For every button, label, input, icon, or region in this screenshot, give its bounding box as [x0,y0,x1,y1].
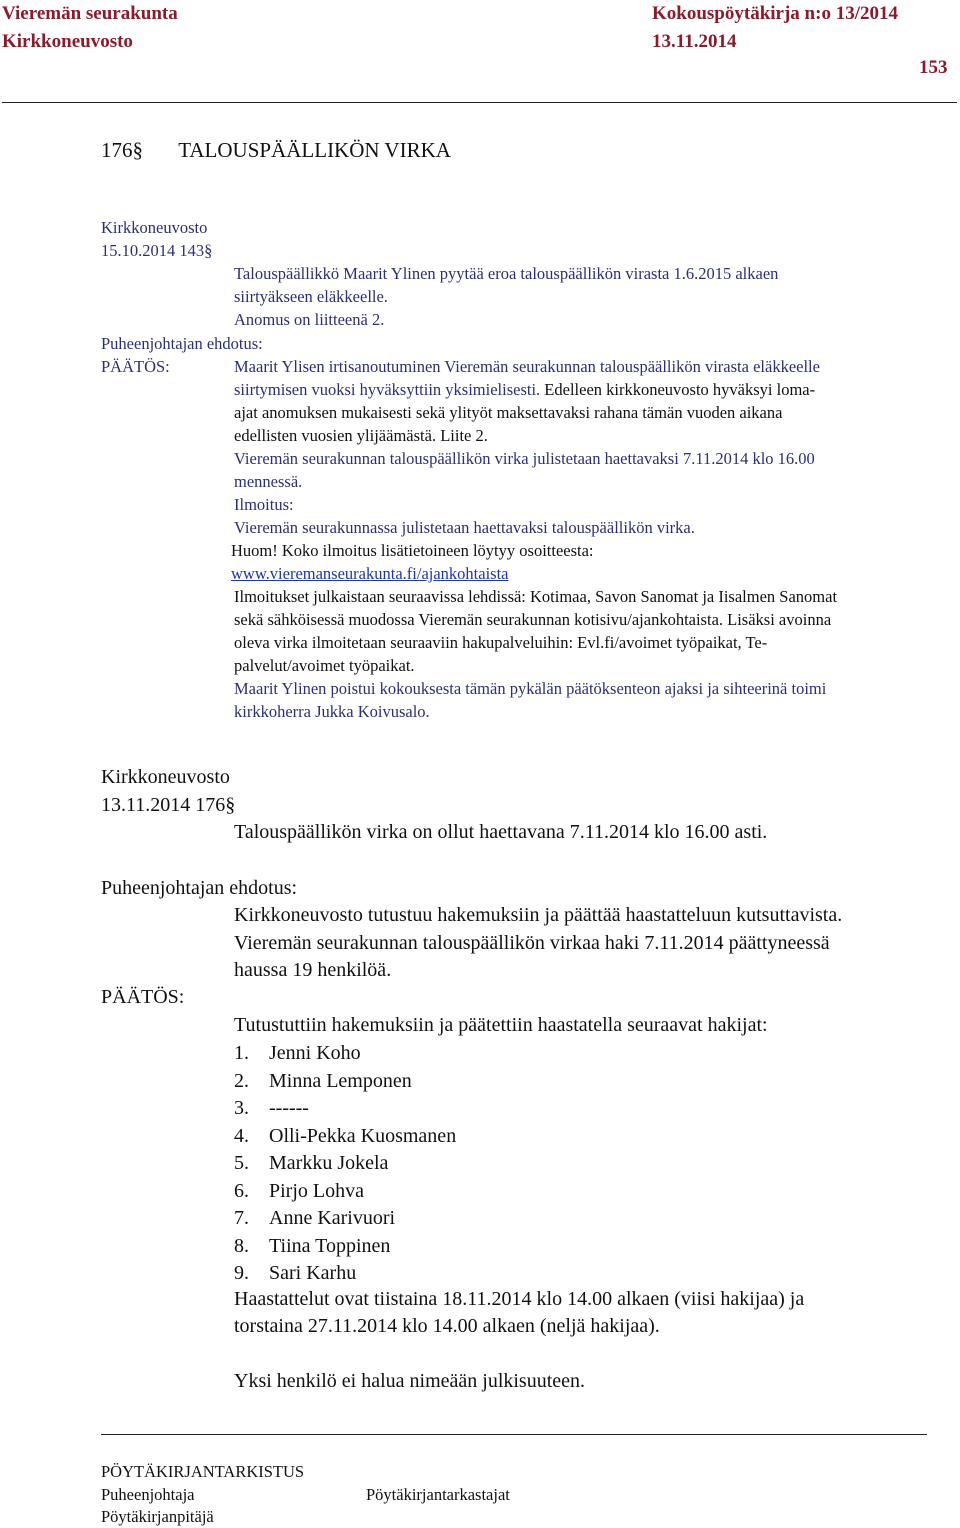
current-decision-label: PÄÄTÖS: [101,986,185,1008]
prev-request-2: siirtyäkseen eläkkeelle. [234,287,388,306]
current-ref [101,794,235,817]
prev-request-1: Talouspäällikkö Maarit Ylinen pyytää eroa talouspäällikön virasta 1.6.2015 alkaen [234,264,779,283]
applicant-name: Pirjo Lohva [269,1179,364,1202]
section-title [101,138,451,163]
applicant-name: Olli-Pekka Kuosmanen [269,1124,457,1147]
prev-decision-line-2 [234,380,815,400]
list-item: 9. Sari Karhu [234,1262,357,1284]
applicant-name: Sari Karhu [269,1262,357,1284]
current-ref-text: 13.11.2014 176 [101,794,226,816]
current-proposal-line-2: Vieremän seurakunnan talouspäällikön virkaa haki 7.11.2014 päättyneessä [234,932,830,954]
current-proposal-line-1: Kirkkoneuvosto tutustuu hakemuksiin ja päättää haastatteluun kutsuttavista. [234,904,843,926]
prev-decision-label: PÄÄTÖS: [101,357,170,376]
applicant-name: Anne Karivuori [269,1207,396,1229]
applicant-name: ------ [269,1097,309,1119]
section-heading: TALOUSPÄÄLLIKÖN VIRKA [178,138,451,162]
current-proposal-label: Puheenjohtajan ehdotus: [101,877,298,899]
header-doc-title: Kokouspöytäkirja n:o 13/2014 [652,3,898,24]
footer-checkers: Pöytäkirjantarkastajat [366,1485,510,1504]
list-item: 5. Markku Jokela [234,1152,389,1174]
prev-notice-label: Ilmoitus: [234,495,294,514]
current-interviews-line-1: Haastattelut ovat tiistaina 18.11.2014 klo 14.00 alkaen (viisi hakijaa) ja [234,1288,805,1310]
prev-leave-line-2: kirkkoherra Jukka Koivusalo. [234,702,430,721]
prev-decision-line-6: mennessä. [234,472,303,491]
prev-decision-holidays: Edelleen kirkkoneuvosto hyväksyi loma- [544,380,816,399]
prev-body: Kirkkoneuvosto [101,218,208,237]
applicant-name: Markku Jokela [269,1152,389,1174]
prev-decision-line-1: Maarit Ylisen irtisanoutuminen Vieremän seurakunnan talouspäällikön virasta eläkkeelle [234,357,820,376]
list-item: 4. Olli-Pekka Kuosmanen [234,1124,457,1147]
list-item: 7. Anne Karivuori [234,1207,396,1229]
section-number: 176 [101,138,133,162]
prev-papers-line-1: Ilmoitukset julkaistaan seuraavissa lehdissä: Kotimaa, Savon Sanomat ja Iisalmen Sanomat [234,587,838,606]
prev-ref [101,241,212,261]
prev-papers-line-4: palvelut/avoimet työpaikat. [234,656,415,675]
prev-decision-line-4: edellisten vuosien ylijäämästä. Liite 2. [234,426,488,445]
prev-leave-line-1: Maarit Ylinen poistui kokouksesta tämän pykälän päätöksenteon ajaksi ja sihteerinä toimi [234,679,827,698]
current-privacy-note: Yksi henkilö ei halua nimeään julkisuuteen. [234,1370,586,1392]
current-interviews-line-2: torstaina 27.11.2014 klo 14.00 alkaen (neljä hakijaa). [234,1315,660,1337]
header-org: Vieremän seurakunta [2,3,178,24]
prev-papers-line-2: sekä sähköisessä muodossa Vieremän seurakunnan kotisivu/ajankohtaista. Lisäksi avoinna [234,610,832,629]
current-ref-symbol: § [225,794,236,816]
list-item: 3. ------ [234,1097,309,1119]
section-symbol: § [132,138,143,162]
prev-attachment: Anomus on liitteenä 2. [234,310,385,329]
prev-decision-line-5: Vieremän seurakunnan talouspäällikön virka julistetaan haettavaksi 7.11.2014 klo 16.00 [234,449,815,468]
prev-decision-line-3: ajat anomuksen mukaisesti sekä ylityöt maksettavaksi rahana tämän vuoden aikana [234,403,783,422]
list-item: 1. Jenni Koho [234,1042,361,1064]
applicant-name: Tiina Toppinen [269,1234,391,1257]
prev-decision-approved: siirtymisen vuoksi hyväksyttiin yksimielisesti. [234,380,541,399]
prev-ref-symbol: § [204,241,213,260]
current-proposal-line-3: haussa 19 henkilöä. [234,959,392,981]
page-number: 153 [919,57,948,78]
prev-proposal-label: Puheenjohtajan ehdotus: [101,334,263,353]
prev-notice-link[interactable]: www.vieremanseurakunta.fi/ajankohtaista [231,564,509,583]
applicant-list [234,1040,456,1288]
prev-notice-huom: Huom! Koko ilmoitus lisätietoineen löytyy osoitteesta: [231,541,594,560]
current-status: Talouspäällikön virka on ollut haettavana 7.11.2014 klo 16.00 asti. [234,821,768,843]
prev-ref-text: 15.10.2014 143 [101,241,205,260]
list-item: 6. Pirjo Lohva [234,1179,364,1202]
applicant-name: Jenni Koho [269,1042,361,1064]
footer-chair: Puheenjohtaja [101,1485,195,1504]
footer-check-title: PÖYTÄKIRJANTARKISTUS [101,1462,305,1481]
header-rule [2,102,957,103]
list-item: 8. Tiina Toppinen [234,1234,391,1257]
footer-rule [101,1434,927,1435]
current-decision-intro: Tutustuttiin hakemuksiin ja päätettiin haastatella seuraavat hakijat: [234,1014,768,1036]
header-date: 13.11.2014 [652,31,737,52]
footer-secretary: Pöytäkirjanpitäjä [101,1507,214,1526]
applicant-name: Minna Lemponen [269,1069,412,1092]
prev-papers-line-3: oleva virka ilmoitetaan seuraaviin hakupalveluihin: Evl.fi/avoimet työpaikat, Te- [234,633,768,652]
current-body: Kirkkoneuvosto [101,766,230,788]
prev-notice-text: Vieremän seurakunnassa julistetaan haettavaksi talouspäällikön virka. [234,518,695,537]
header-body: Kirkkoneuvosto [2,31,133,52]
list-item: 2. Minna Lemponen [234,1069,412,1092]
